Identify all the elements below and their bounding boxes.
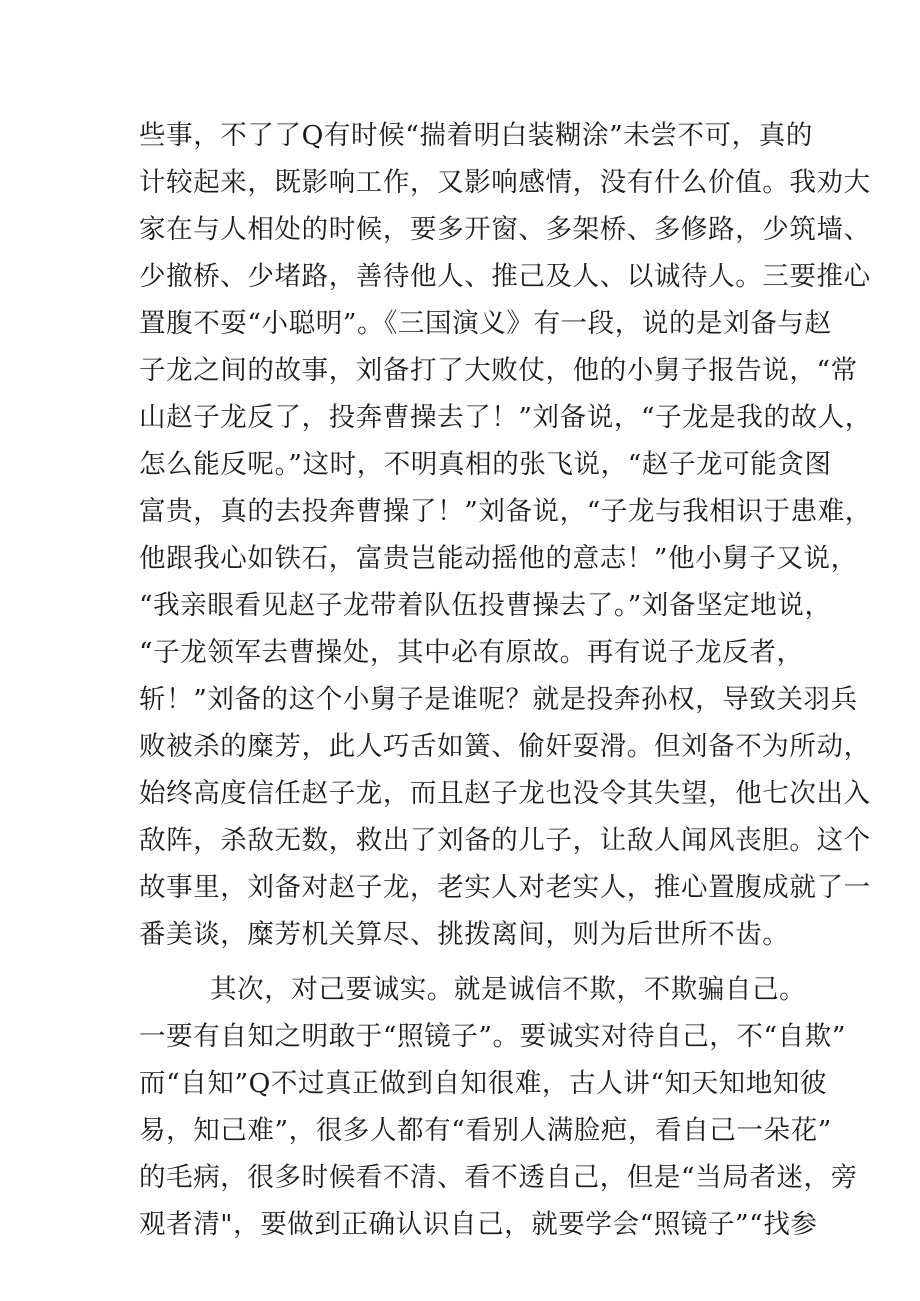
paragraph-1-line: 始终高度信任赵子龙，而且赵子龙也没令其失望，他七次出入 xyxy=(139,778,871,809)
paragraph-1-line: 敌阵，杀敌无数，救出了刘备的儿子，让敌人闻风丧胆。这个 xyxy=(139,825,871,856)
paragraph-2-line: 一要有自知之明敢于“照镜子”。要诚实对待自己，不“自欺” xyxy=(139,1021,846,1052)
paragraph-1-last-line: 番美谈，糜芳机关算尽、挑拨离间，则为后世所不齿。 xyxy=(139,919,790,950)
paragraph-1-line: 怎么能反呢。”这时，不明真相的张飞说，“赵子龙可能贪图 xyxy=(139,449,832,480)
paragraph-1-line: 置腹不耍“小聪明”。《三国演义》有一段，说的是刘备与赵 xyxy=(139,308,832,339)
paragraph-1-line: 败被杀的糜芳，此人巧舌如簧、偷奸耍滑。但刘备不为所动， xyxy=(139,731,871,762)
paragraph-1-line: 些事，不了了Q有时候“揣着明白装糊涂”未尝不可，真的 xyxy=(139,120,813,151)
paragraph-2-line: 观者清"，要做到正确认识自己，就要学会“照镜子”“找参 xyxy=(139,1209,818,1240)
paragraph-1-line: 他跟我心如铁石，富贵岂能动摇他的意志！”他小舅子又说， xyxy=(139,543,858,574)
paragraph-1-line: “子龙领军去曹操处，其中必有原故。再有说子龙反者， xyxy=(139,637,804,668)
paragraph-1-line: 家在与人相处的时候，要多开窗、多架桥、多修路，少筑墙、 xyxy=(139,214,871,245)
paragraph-1-line: 富贵，真的去投奔曹操了！”刘备说，“子龙与我相识于患难， xyxy=(139,496,872,527)
paragraph-2-heading-line: 其次，对己要诚实。就是诚信不欺，不欺骗自己。 xyxy=(210,974,807,1005)
paragraph-1-line: “我亲眼看见赵子龙带着队伍投曹操去了。”刘备坚定地说， xyxy=(139,590,832,621)
paragraph-1-line: 子龙之间的故事，刘备打了大败仗，他的小舅子报告说，“常 xyxy=(139,355,858,386)
paragraph-1-line: 故事里，刘备对赵子龙，老实人对老实人，推心置腹成就了一 xyxy=(139,872,871,903)
paragraph-1-line: 斩！”刘备的这个小舅子是谁呢？就是投奔孙权，导致关羽兵 xyxy=(139,684,858,715)
paragraph-2-line: 易，知己难”，很多人都有“看别人满脸疤，看自己一朵花” xyxy=(139,1115,832,1146)
paragraph-2-line: 的毛病，很多时候看不清、看不透自己，但是“当局者迷，旁 xyxy=(139,1162,858,1193)
paragraph-1-line: 少撤桥、少堵路，善待他人、推己及人、以诚待人。三要推心 xyxy=(139,261,871,292)
paragraph-2-line: 而“自知”Q不过真正做到自知很难，古人讲“知天知地知彼 xyxy=(139,1068,828,1099)
paragraph-1-line: 计较起来，既影响工作，又影响感情，没有什么价值。我劝大 xyxy=(139,167,871,198)
paragraph-1-line: 山赵子龙反了，投奔曹操去了！”刘备说，“子龙是我的故人， xyxy=(139,402,872,433)
